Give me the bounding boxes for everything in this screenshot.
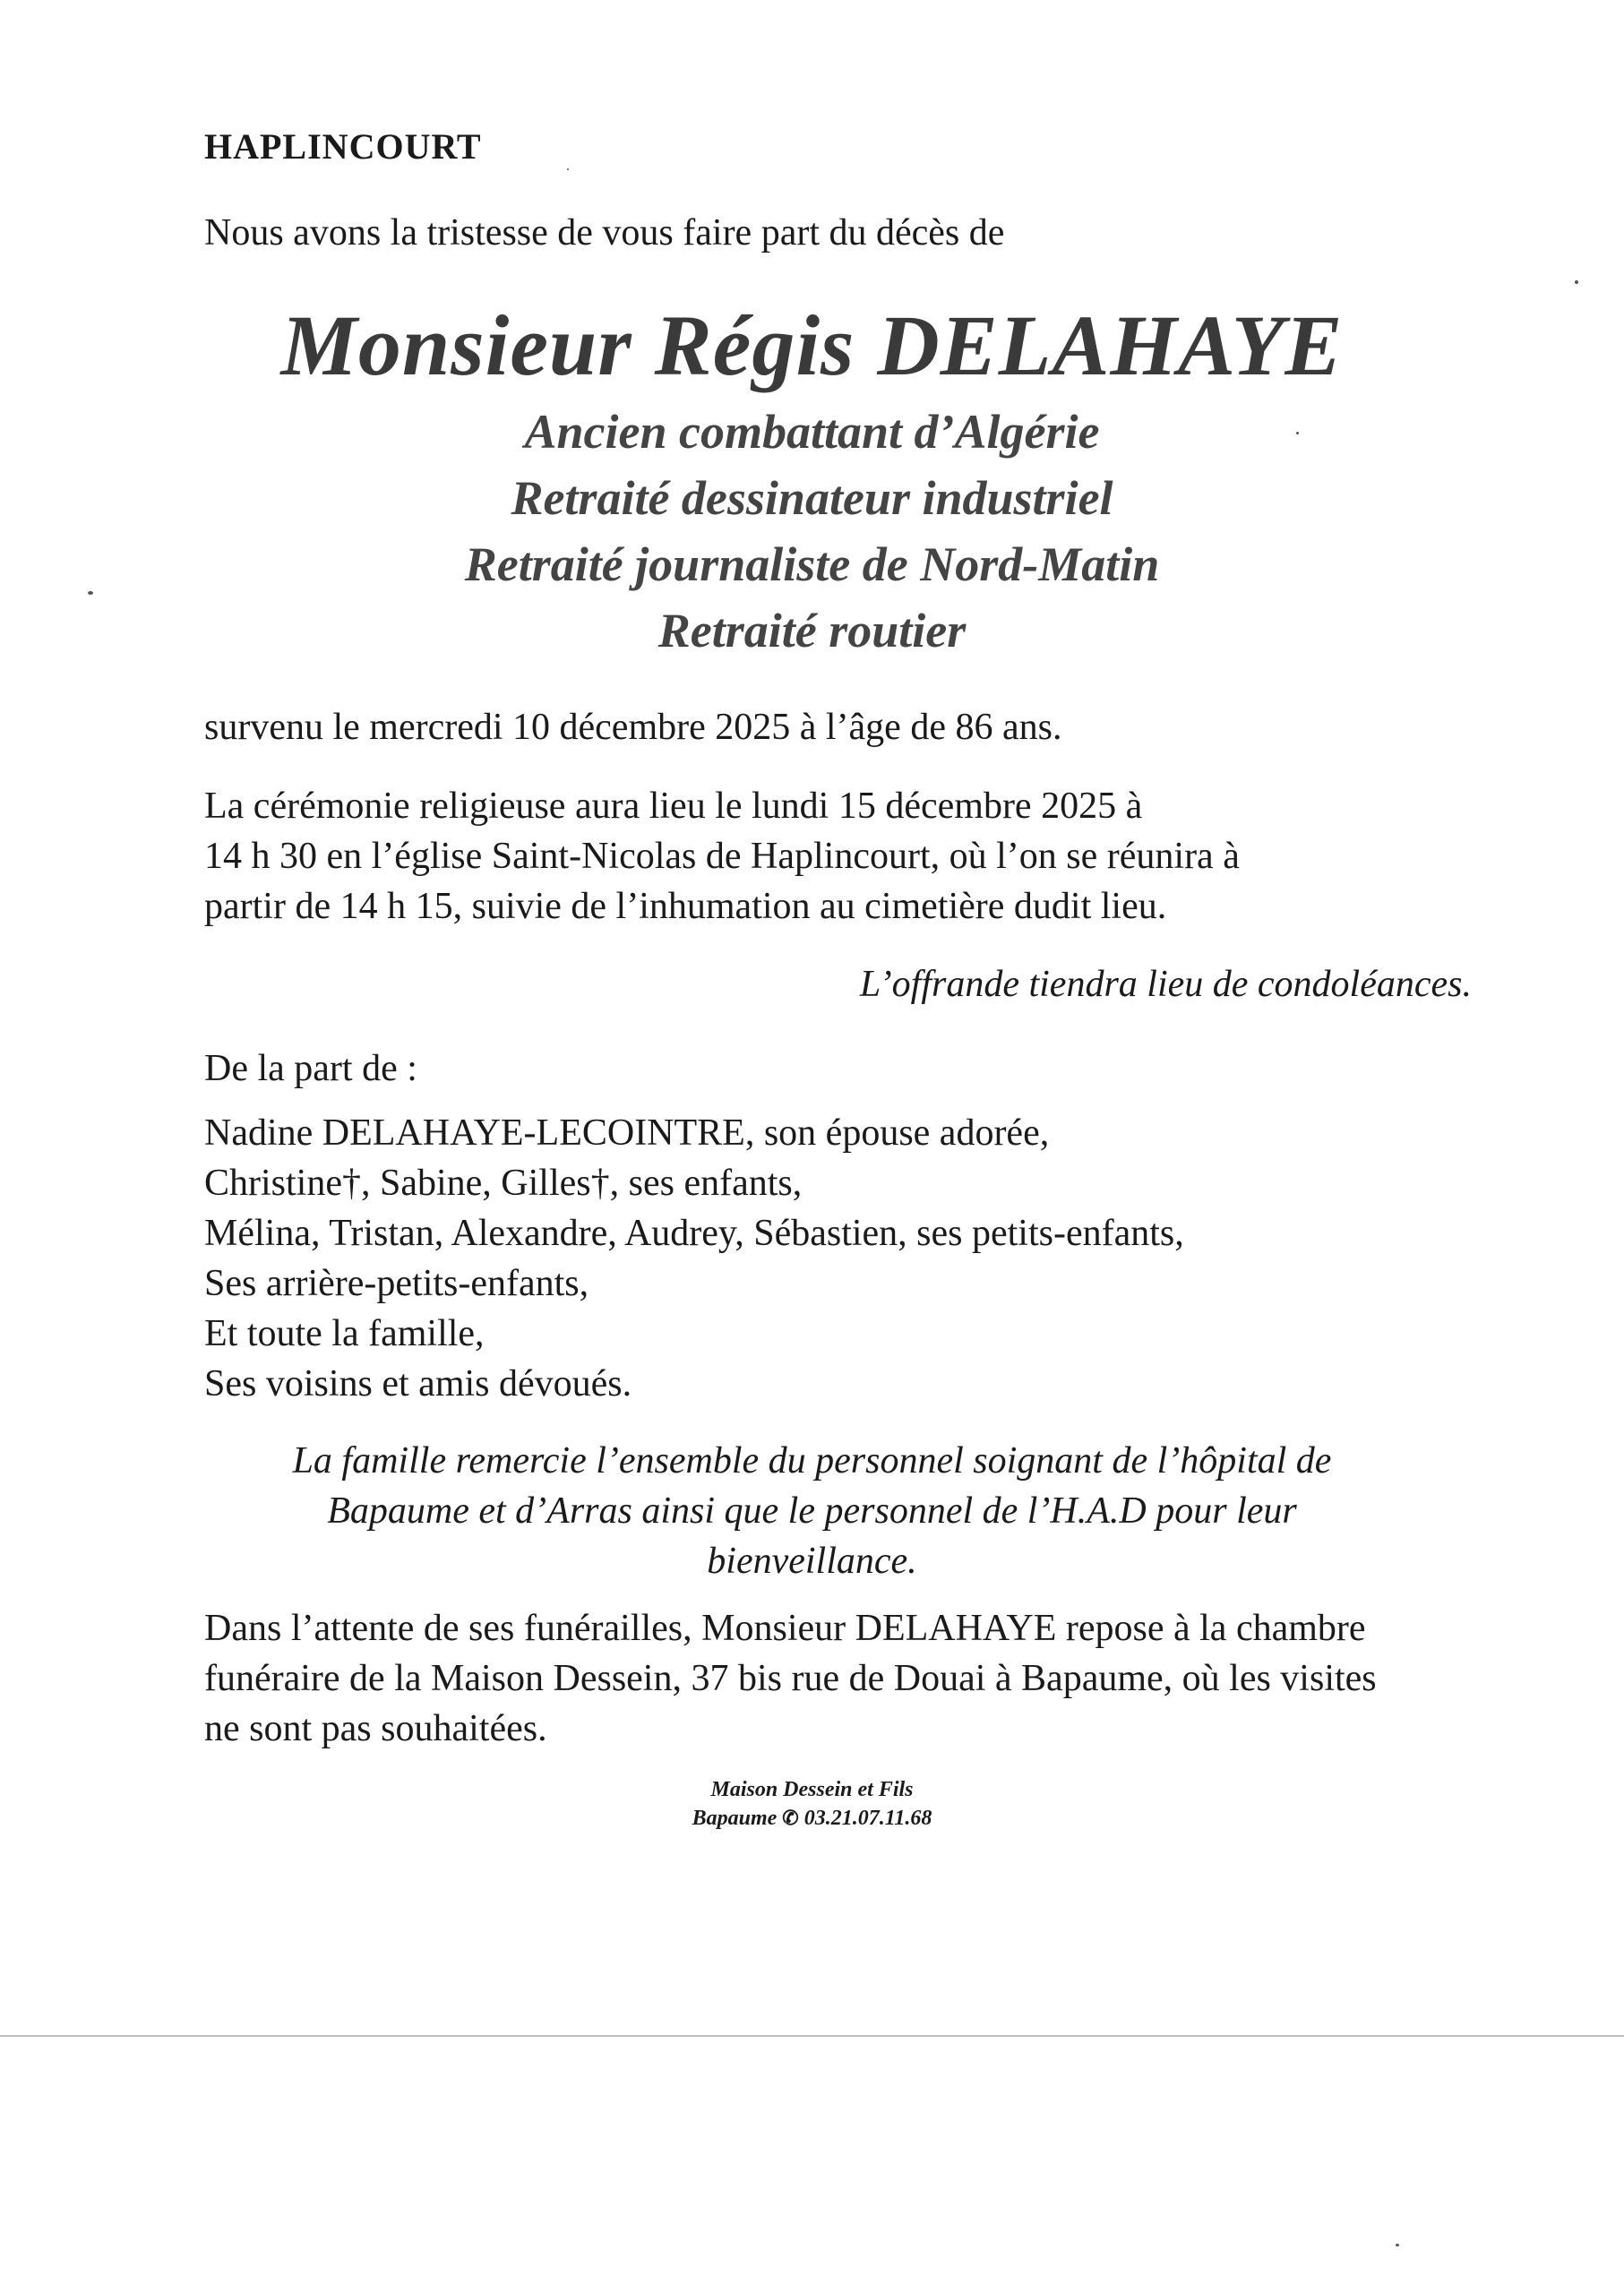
scan-speck — [567, 168, 569, 170]
title-line: Retraité dessinateur industriel — [511, 471, 1113, 525]
family-line: Ses voisins et amis dévoués. — [204, 1363, 632, 1404]
ceremony-line: La cérémonie religieuse aura lieu le lundi 15 décembre 2025 à — [204, 786, 1143, 827]
scan-speck — [1575, 280, 1578, 284]
funeral-home-contact — [0, 1804, 1624, 1833]
town-heading: HAPLINCOURT — [204, 126, 482, 167]
funeral-home-name: Maison Dessein et Fils — [710, 1778, 914, 1801]
funeral-home-footer — [0, 1775, 1624, 1833]
thanks-line: bienveillance. — [707, 1541, 917, 1582]
family-line: Ses arrière-petits-enfants, — [204, 1263, 589, 1304]
ceremony-line: partir de 14 h 15, suivie de l’inhumation au cimetière dudit lieu. — [204, 886, 1167, 927]
title-line: Retraité routier — [657, 604, 967, 657]
wake-line: ne sont pas souhaitées. — [204, 1708, 547, 1749]
thanks-line: Bapaume et d’Arras ainsi que le personnel de l’H.A.D pour leur — [327, 1490, 1297, 1532]
phone-icon: ✆ — [782, 1807, 799, 1829]
title-line: Retraité journaliste de Nord-Matin — [464, 537, 1160, 591]
offering-note: L’offrande tiendra lieu de condoléances. — [859, 964, 1472, 1005]
death-notice: survenu le mercredi 10 décembre 2025 à l’âge de 86 ans. — [204, 707, 1062, 748]
deceased-titles — [0, 399, 1624, 664]
family-line: Nadine DELAHAYE-LECOINTRE, son épouse adorée, — [204, 1112, 1050, 1154]
scan-speck — [1296, 432, 1299, 434]
wake-line: funéraire de la Maison Dessein, 37 bis rue de Douai à Bapaume, où les visites — [204, 1658, 1377, 1699]
family-list — [204, 1108, 1184, 1409]
wake-paragraph — [204, 1603, 1377, 1754]
family-line: Christine†, Sabine, Gilles†, ses enfants, — [204, 1163, 803, 1204]
thanks-paragraph — [0, 1436, 1624, 1586]
funeral-home-phone: 03.21.07.11.68 — [803, 1807, 932, 1830]
family-line: Mélina, Tristan, Alexandre, Audrey, Sébastien, ses petits-enfants, — [204, 1213, 1184, 1254]
scan-fold-line — [0, 2035, 1624, 2037]
title-line: Ancien combattant d’Algérie — [524, 405, 1100, 459]
ceremony-line: 14 h 30 en l’église Saint-Nicolas de Haplincourt, où l’on se réunira à — [204, 836, 1240, 877]
thanks-line: La famille remercie l’ensemble du personnel soignant de l’hôpital de — [292, 1440, 1332, 1481]
scan-speck — [88, 591, 93, 595]
family-label: De la part de : — [204, 1048, 417, 1089]
wake-line: Dans l’attente de ses funérailles, Monsieur DELAHAYE repose à la chambre — [204, 1608, 1366, 1649]
ceremony-paragraph — [204, 781, 1240, 932]
intro-text: Nous avons la tristesse de vous faire part du décès de — [204, 212, 1005, 253]
funeral-home-city: Bapaume — [692, 1807, 778, 1830]
deceased-name: Monsieur Régis DELAHAYE — [280, 297, 1344, 393]
family-line: Et toute la famille, — [204, 1313, 485, 1354]
scan-speck — [1396, 2244, 1399, 2246]
